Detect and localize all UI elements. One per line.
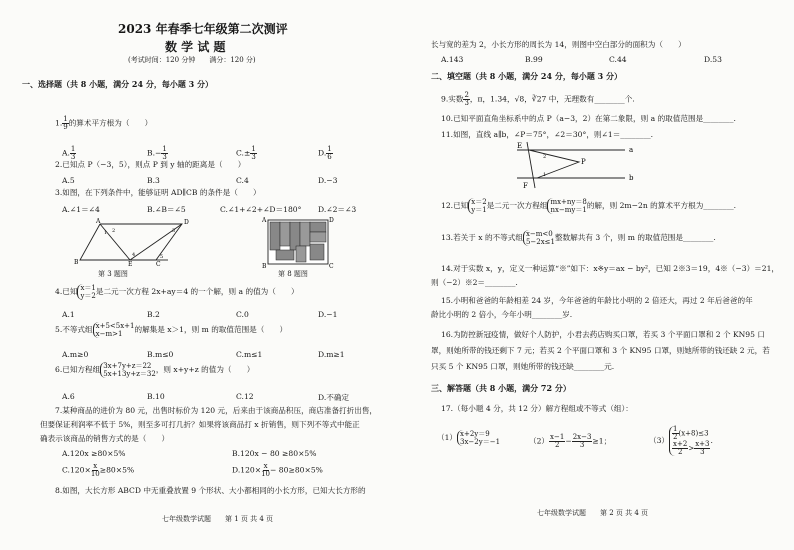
figure-3-parallelogram (72, 218, 192, 266)
q8-option-a: A.143 (441, 55, 464, 64)
q3-option-a: A.∠1＝∠4 (62, 205, 100, 214)
q1-option-b: B.− $\frac{1}{3}$ (147, 145, 167, 161)
fig3-label-2: 2 (112, 228, 116, 234)
q5-option-c: C.m≤1 (236, 350, 263, 359)
fig3-label-b: B (74, 259, 79, 266)
fig3-label-a: A (96, 218, 101, 225)
q6-option-d: D.不确定 (318, 393, 350, 402)
fig3-label-5: 5 (160, 254, 164, 260)
q6-option-b: B.10 (147, 392, 165, 401)
figure-8-rectangles (262, 216, 334, 268)
question-9: 9.实数 $\frac{2}{3}$ ，π，1.34，√8，∛27 中，无理数有________个. (441, 91, 635, 107)
question-16-line-3: 只买 5 个 KN95 口罩，则她所带的钱还缺________元. (431, 362, 615, 371)
question-8-line-1: 8.如图，大长方形 ABCD 中无重叠放置 9 个形状、大小都相同的小长方形，已知大长方形的 (55, 486, 366, 495)
question-16-line-1: 16.为防控新冠疫情，做好个人防护，小君去药店购买口罩，若买 3 个平面口罩和 2 个 KN95 口 (441, 330, 765, 339)
fig3-label-c: C (156, 261, 161, 266)
question-7-line-3: 确表示该商品的销售方式的是（ ） (40, 434, 170, 443)
q1-option-d: D. $\frac{1}{6}$ (318, 145, 332, 161)
q6-option-a: A.6 (62, 392, 75, 401)
question-8-line-2: 长与宽的差为 2，小长方形的周长为 14，则图中空白部分的面积为（ ） (431, 40, 686, 49)
q7-option-b: B.120x − 80 ≥80×5% (232, 449, 317, 458)
q7-option-a: A.120x ≥80×5% (62, 449, 126, 458)
q4-option-a: A.1 (62, 310, 75, 319)
q12-system-2: mx+ny＝8 nx−my＝1 (547, 198, 586, 214)
exam-title: 2023 年春季七年级第二次测评 (118, 22, 288, 36)
fig3-label-e: E (128, 261, 133, 266)
left-page-footer: 七年级数学试题 第 1 页 共 4 页 (162, 515, 274, 523)
fig11-label-f: F (523, 182, 528, 190)
exam-meta: (考试时间：120 分钟 满分：120 分) (128, 56, 256, 64)
q1-option-a: A. $\frac{1}{3}$ (62, 145, 76, 161)
fig8-label-b: B (262, 263, 267, 268)
q8-option-b: B.99 (525, 55, 543, 64)
q4-option-d: D.−1 (318, 310, 338, 319)
q1-option-c: C.± $\frac{1}{3}$ (236, 145, 256, 161)
q2-option-c: C.4 (236, 176, 249, 185)
question-7-line-1: 7.某种商品的进价为 80 元，出售时标价为 120 元，后来由于该商品积压，商店准备打折出售， (55, 406, 378, 415)
q17-p3-system: $\frac{1}{2}$ (x+8)≤3 $\frac{x+2}{2}$ > $\frac{x+3}{3}$ (669, 426, 710, 456)
fig11-label-1: 1 (543, 172, 547, 178)
fig3-label-3: 3 (172, 228, 176, 234)
fig8-label-d: D (329, 217, 334, 224)
question-14-line-1: 14.对于实数 x，y，定义一种运算“※”如下：x※y＝ax − by²，已知 2※3＝19，4※（−3）＝21， (441, 264, 780, 273)
question-12: 12.已知 x＝2 y＝1 是二元一次方程组 mx+ny＝8 nx−my＝1 的解，则 2m−2n 的算术平方根为________. (441, 198, 737, 214)
question-15-line-1: 15.小明和爸爸的年龄相差 24 岁，今年爸爸的年龄比小明的 2 倍还大，再过 2 年后爸爸的年 (441, 296, 753, 305)
fig3-label-4: 4 (132, 252, 136, 258)
fig11-label-a: a (629, 146, 634, 154)
q17-part-3: （3） $\frac{1}{2}$ (x+8)≤3 $\frac{x+2}{2}$ > $\frac{x+3}{3}$ . (649, 425, 713, 456)
question-16-line-2: 罩，则她所带的钱还剩下 7 元；若买 2 个平面口罩和 3 个 KN95 口罩，则她所带的钱还缺 2 元，若 (431, 346, 770, 355)
q8-option-c: C.44 (609, 55, 627, 64)
q2-option-d: D.−3 (318, 176, 338, 185)
q4-option-b: B.2 (147, 310, 160, 319)
q17-p1-system: x+2y＝9 3x−2y＝−1 (457, 430, 500, 446)
section2-heading: 二、填空题（共 8 小题，满分 24 分，每小题 3 分） (431, 71, 622, 81)
q7-option-c: C.120× $\frac{x}{10}$ ≥80×5% (62, 462, 135, 478)
q12-system-1: x＝2 y＝1 (468, 198, 486, 214)
right-page (397, 0, 794, 550)
figure-11-parallel-lines (507, 140, 647, 192)
fig11-label-p: P (581, 158, 586, 166)
q7-option-d: D.120× $\frac{x}{10}$ − 80≥80×5% (232, 462, 323, 478)
q2-option-b: B.3 (147, 176, 160, 185)
q5-option-d: D.m≥1 (318, 350, 345, 359)
fig11-label-2: 2 (543, 154, 547, 160)
question-1-stem: 1. $\frac{1}{9}$ 的算术平方根为（ ） (55, 115, 153, 131)
question-11: 11.如图，直线 a∥b，∠P＝75°，∠2＝30°，则∠1＝________. (441, 130, 654, 139)
exam-subject: 数 学 试 题 (165, 40, 226, 54)
q5-option-a: A.m≥0 (62, 350, 89, 359)
question-17: 17.（每小题 4 分，共 12 分）解方程组或不等式（组）： (441, 404, 633, 413)
question-3-stem: 3.如图，在下列条件中，能够证明 AD∥CB 的条件是（ ） (55, 188, 261, 197)
q3-option-b: B.∠B＝∠5 (147, 205, 186, 214)
fig11-label-b: b (629, 174, 634, 182)
question-2-stem: 2.已知点 P（−3，5），则点 P 到 y 轴的距离是（ ） (55, 160, 246, 169)
q5-option-b: B.m≤0 (147, 350, 174, 359)
fig8-label-c: C (329, 263, 334, 268)
q3-option-c: C.∠1+∠2+∠D＝180° (220, 205, 302, 214)
question-7-line-2: 但要保证利润率不低于 5%，则至多可打几折？如果将该商品打 x 折销售，则下列不等式中能正 (40, 420, 360, 429)
right-page-footer: 七年级数学试题 第 2 页 共 4 页 (537, 509, 649, 517)
q4-system: x＝1 y＝2 (77, 284, 95, 300)
fig8-label-a: A (262, 217, 267, 224)
question-15-line-2: 龄比小明的 2 倍小，今年小明________岁. (431, 310, 573, 319)
question-10: 10.已知平面直角坐标系中的点 P（a−3，2）在第二象限，则 a 的取值范围是________. (441, 114, 736, 123)
fig3-label-d: D (184, 219, 189, 226)
question-14-line-2: 则（−2）※2＝________. (431, 278, 518, 287)
question-5-stem: 5.不等式组 x+5<5x+1 x−m>1 的解集是 x＞1，则 m 的取值范围是（ ） (55, 322, 288, 338)
section1-heading: 一、选择题（共 8 小题，满分 24 分，每小题 3 分） (22, 79, 213, 89)
q6-option-c: C.12 (236, 392, 254, 401)
q8-option-d: D.53 (704, 55, 722, 64)
q17-part-1: （1） x+2y＝9 3x−2y＝−1 (437, 430, 501, 446)
q6-system: 3x+7y+z＝22 5x+13y+z＝32 (100, 362, 156, 378)
q1-frac: $\frac{1}{9}$ (63, 115, 68, 131)
q13-system: x−m<0 5−2x≤1 (523, 230, 555, 246)
section3-heading: 三、解答题（共 8 小题，满分 72 分） (431, 383, 571, 393)
figure-8-caption: 第 8 题图 (278, 270, 308, 278)
q2-option-a: A.5 (62, 176, 75, 185)
figure-3-caption: 第 3 题图 (98, 270, 128, 278)
fig3-label-1: 1 (104, 230, 108, 236)
q4-option-c: C.0 (236, 310, 249, 319)
question-13: 13.若关于 x 的不等式组 x−m<0 5−2x≤1 整数解共有 3 个，则 m 的取值范围是________. (441, 230, 716, 246)
q3-option-d: D.∠2＝∠3 (318, 205, 357, 214)
question-4-stem: 4.已知 x＝1 y＝2 是二元一次方程 2x+ay＝4 的一个解，则 a 的值为（ ） (55, 284, 299, 300)
q5-system: x+5<5x+1 x−m>1 (93, 322, 135, 338)
question-6-stem: 6.已知方程组 3x+7y+z＝22 5x+13y+z＝32 ，则 x+y+z 的值为（ ） (55, 362, 255, 378)
fig11-label-e: E (517, 142, 523, 150)
q17-part-2: （2） $\frac{x-1}{2}$ − $\frac{2x-3}{3}$ ≥1； (529, 433, 612, 449)
